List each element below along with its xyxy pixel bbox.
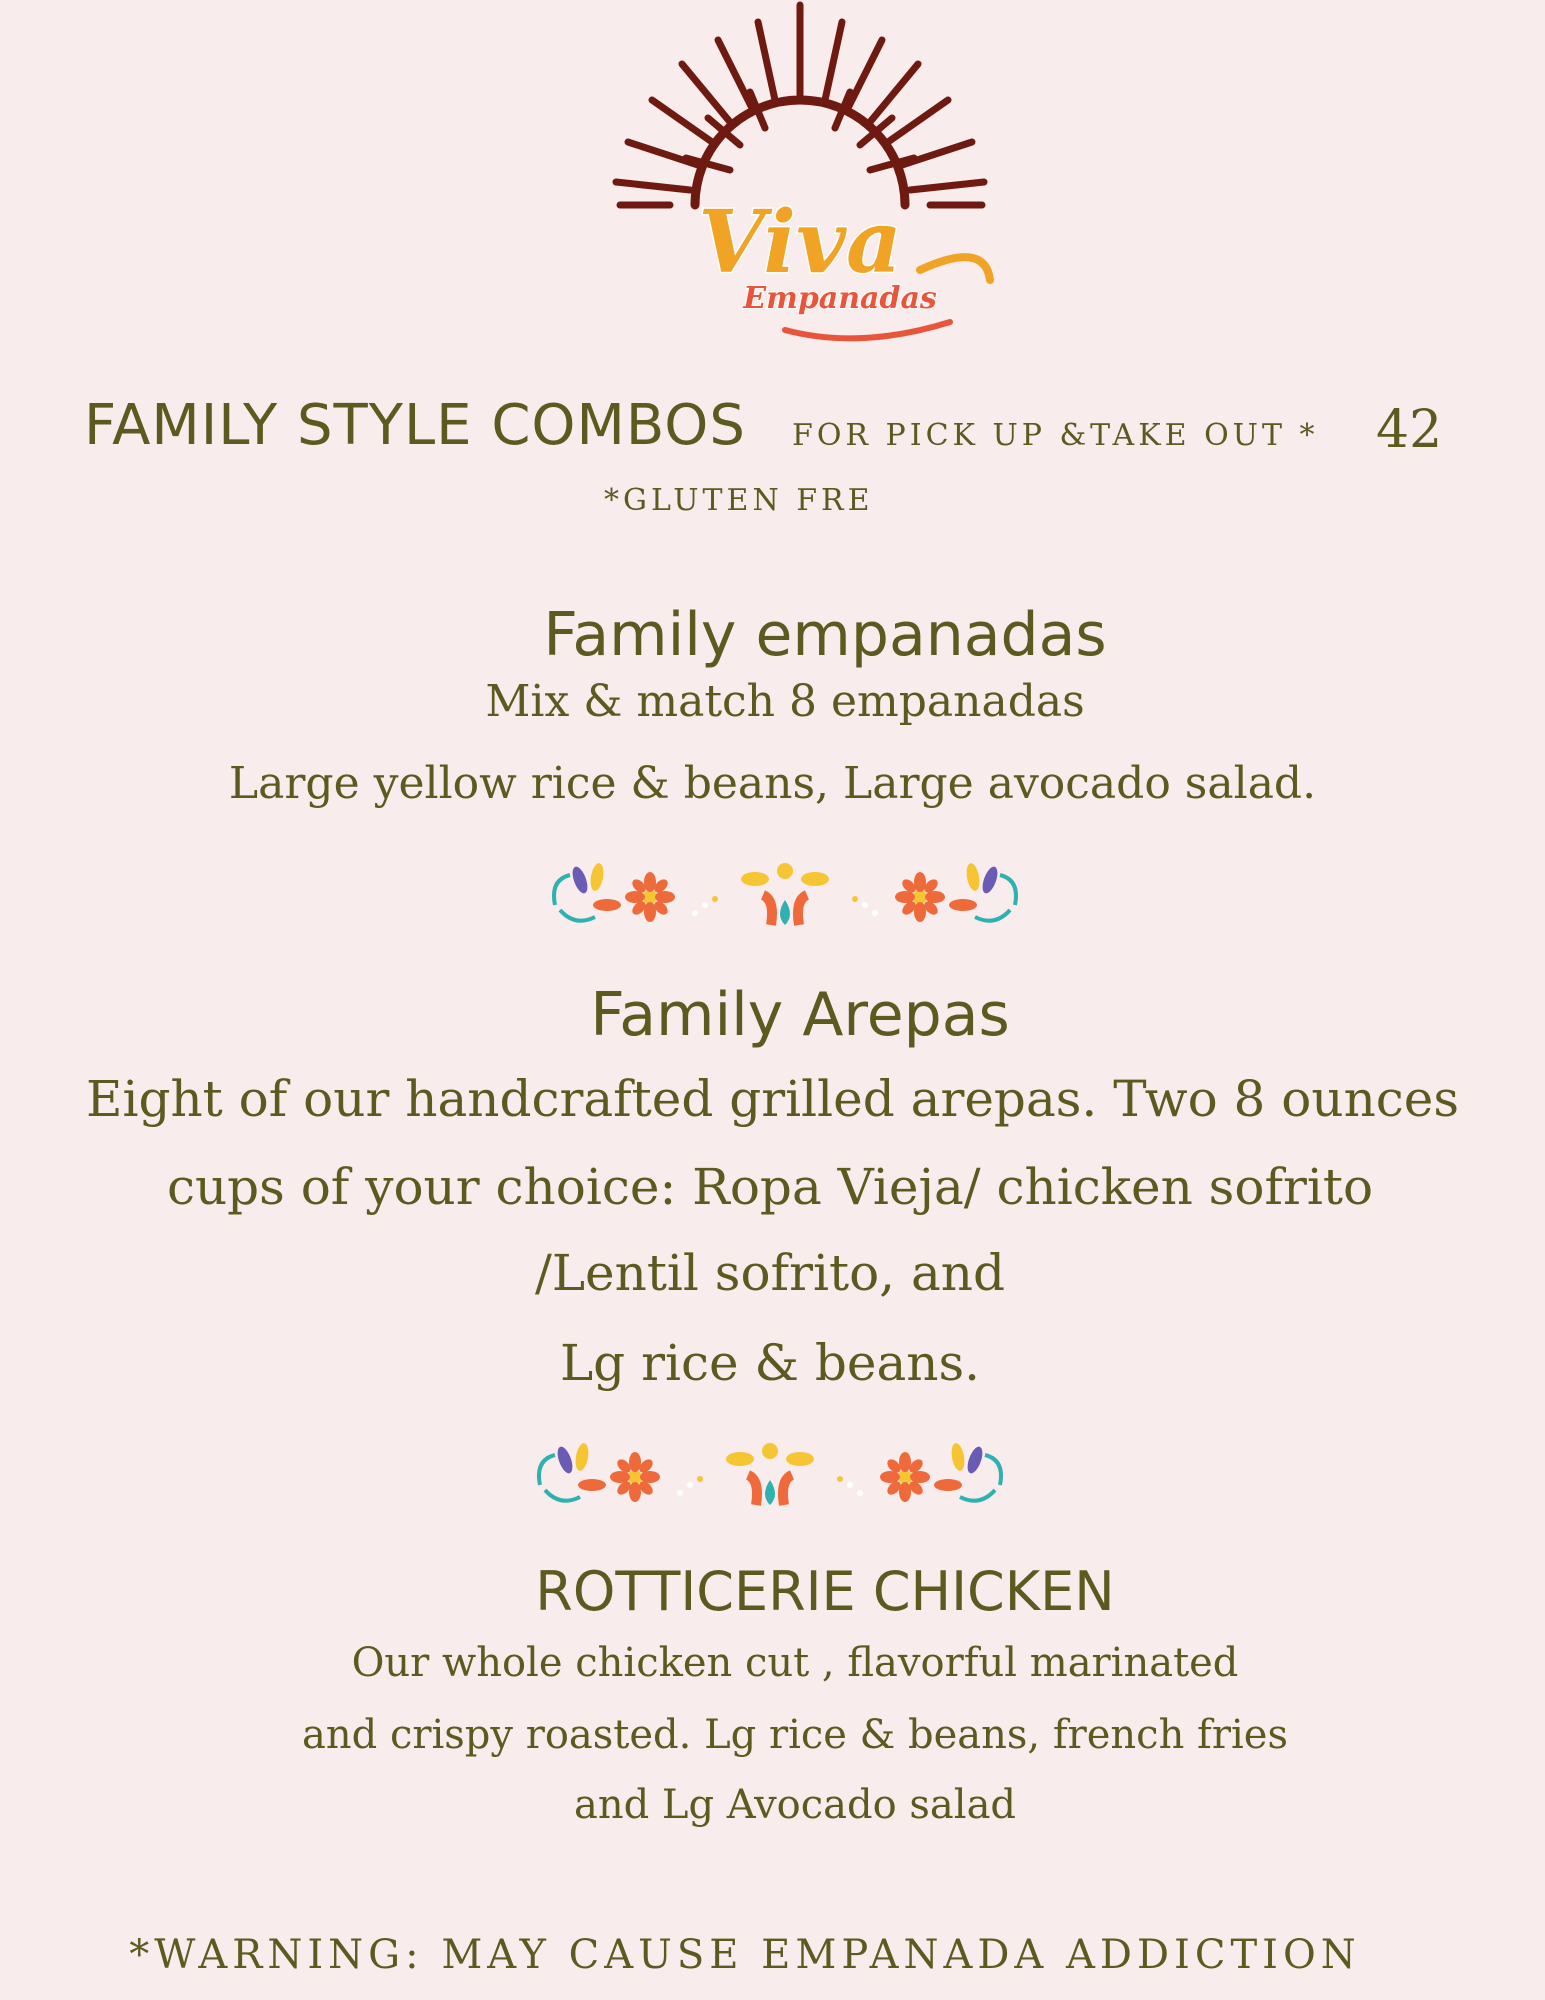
arepas-line-1: Eight of our handcrafted grilled arepas. Two 8 ounces <box>85 1070 1460 1128</box>
chicken-line-2: and crispy roasted. Lg rice & beans, french fries <box>302 1712 1288 1758</box>
folk-ornament-divider-icon <box>530 1435 1010 1515</box>
sun-rays-logo-icon <box>616 5 984 205</box>
arepas-line-4: Lg rice & beans. <box>559 1334 981 1392</box>
logo-sub-text: Empanadas <box>743 281 937 316</box>
arepas-line-2: cups of your choice: Ropa Vieja/ chicken sofrito <box>166 1158 1374 1216</box>
section-title-empanadas: Family empanadas <box>543 600 1107 670</box>
section-title-arepas: Family Arepas <box>590 980 1010 1050</box>
header-title: FAMILY STYLE COMBOS <box>84 393 746 458</box>
section-title-chicken: ROTTICERIE CHICKEN <box>535 1560 1115 1623</box>
viva-empanadas-logo <box>590 0 1010 360</box>
chicken-line-3: and Lg Avocado salad <box>573 1782 1017 1828</box>
folk-ornament-divider-icon <box>545 855 1025 935</box>
arepas-line-3: /Lentil sofrito, and <box>535 1244 1005 1302</box>
gluten-free-note: *GLUTEN FRE <box>604 483 874 518</box>
header-price: 42 <box>1376 400 1443 460</box>
header-subtitle: FOR PICK UP &TAKE OUT * <box>792 418 1319 453</box>
empanadas-line-1: Mix & match 8 empanadas <box>485 676 1085 727</box>
footer-warning: *WARNING: MAY CAUSE EMPANADA ADDICTION <box>129 1932 1361 1978</box>
chicken-line-1: Our whole chicken cut , flavorful marinated <box>351 1640 1239 1686</box>
logo-main-text: Viva <box>698 192 902 293</box>
empanadas-line-2: Large yellow rice & beans, Large avocado salad. <box>228 758 1317 809</box>
